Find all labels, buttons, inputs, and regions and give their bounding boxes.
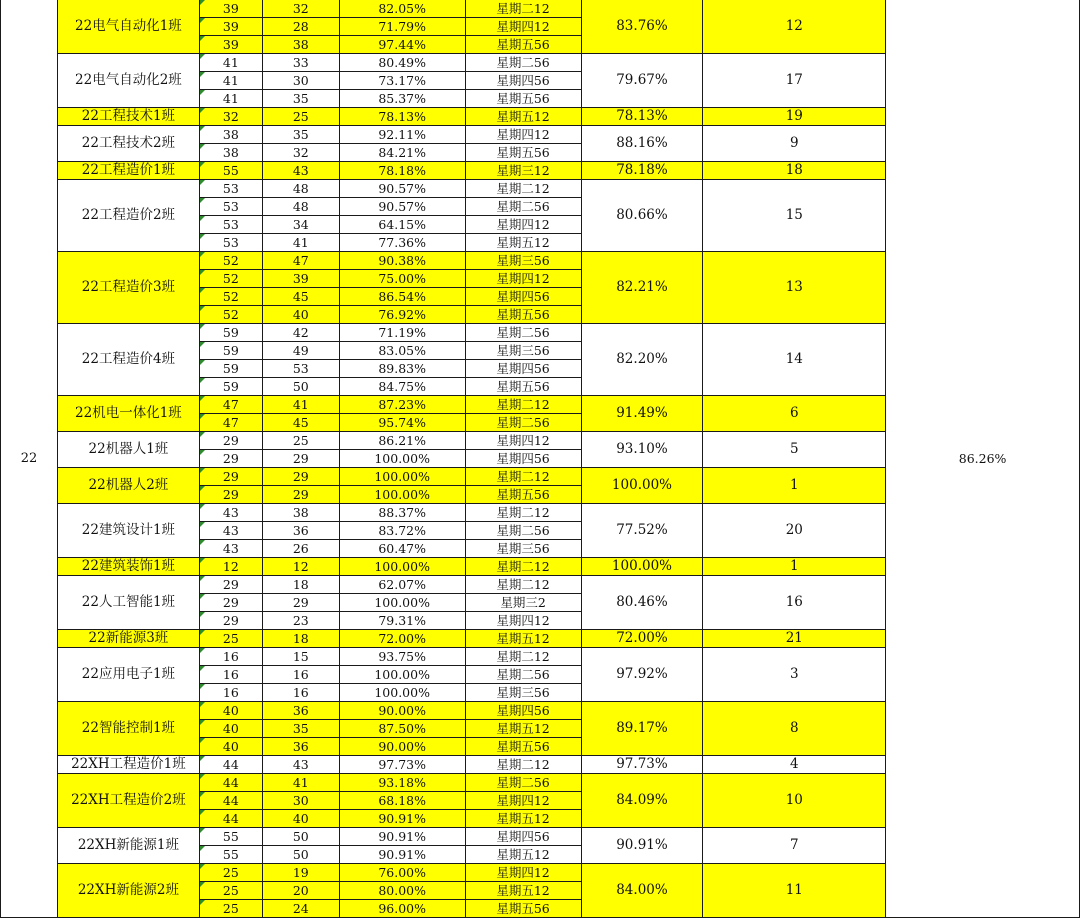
present-cell[interactable]: 39: [262, 270, 339, 288]
enrolled-cell[interactable]: 40: [199, 738, 262, 756]
attendance-rate-cell[interactable]: 62.07%: [339, 576, 465, 594]
attendance-rate-cell[interactable]: 97.44%: [339, 36, 465, 54]
attendance-rate-cell[interactable]: 85.37%: [339, 90, 465, 108]
attendance-rate-cell[interactable]: 76.00%: [339, 864, 465, 882]
class-name-cell[interactable]: 22XH工程造价1班: [57, 756, 199, 774]
table-row: [1, 0, 1080, 18]
present-cell[interactable]: 49: [262, 342, 339, 360]
weekday-period-cell[interactable]: 星期四56: [465, 360, 581, 378]
weekday-period-cell[interactable]: 星期二56: [465, 198, 581, 216]
enrolled-cell[interactable]: 53: [199, 234, 262, 252]
enrolled-cell[interactable]: 44: [199, 756, 262, 774]
enrolled-cell[interactable]: 59: [199, 342, 262, 360]
sheet-body: [1, 0, 1080, 918]
enrolled-cell[interactable]: 29: [199, 486, 262, 504]
class-rank-cell[interactable]: 13: [703, 252, 886, 324]
attendance-rate-cell[interactable]: 83.72%: [339, 522, 465, 540]
attendance-rate-cell[interactable]: 90.91%: [339, 810, 465, 828]
present-cell[interactable]: 30: [262, 72, 339, 90]
present-cell[interactable]: 45: [262, 414, 339, 432]
enrolled-cell[interactable]: 25: [199, 900, 262, 918]
enrolled-cell[interactable]: 52: [199, 270, 262, 288]
class-rank-cell[interactable]: 16: [703, 576, 886, 630]
attendance-rate-cell[interactable]: 84.21%: [339, 144, 465, 162]
present-cell[interactable]: 19: [262, 864, 339, 882]
class-rank-cell[interactable]: 5: [703, 432, 886, 468]
present-cell[interactable]: 34: [262, 216, 339, 234]
weekday-period-cell[interactable]: 星期四56: [465, 702, 581, 720]
attendance-rate-cell[interactable]: 90.00%: [339, 738, 465, 756]
enrolled-cell[interactable]: 25: [199, 864, 262, 882]
weekday-period-cell[interactable]: 星期二12: [465, 558, 581, 576]
present-cell[interactable]: 41: [262, 234, 339, 252]
attendance-rate-cell[interactable]: 100.00%: [339, 486, 465, 504]
class-rank-cell[interactable]: 15: [703, 180, 886, 252]
present-cell[interactable]: 29: [262, 594, 339, 612]
weekday-period-cell[interactable]: 星期四12: [465, 126, 581, 144]
class-rank-cell[interactable]: 3: [703, 648, 886, 702]
attendance-rate-cell[interactable]: 100.00%: [339, 666, 465, 684]
present-cell[interactable]: 40: [262, 810, 339, 828]
attendance-rate-cell[interactable]: 80.49%: [339, 54, 465, 72]
enrolled-cell[interactable]: 29: [199, 432, 262, 450]
weekday-period-cell[interactable]: 星期五56: [465, 306, 581, 324]
class-rank-cell[interactable]: 11: [703, 864, 886, 918]
enrolled-cell[interactable]: 41: [199, 90, 262, 108]
attendance-rate-cell[interactable]: 93.75%: [339, 648, 465, 666]
enrolled-cell[interactable]: 53: [199, 216, 262, 234]
enrolled-cell[interactable]: 29: [199, 612, 262, 630]
weekday-period-cell[interactable]: 星期二56: [465, 774, 581, 792]
present-cell[interactable]: 48: [262, 180, 339, 198]
present-cell[interactable]: 16: [262, 684, 339, 702]
weekday-period-cell[interactable]: 星期三56: [465, 540, 581, 558]
enrolled-cell[interactable]: 32: [199, 108, 262, 126]
enrolled-cell[interactable]: 38: [199, 144, 262, 162]
class-rate-cell[interactable]: 100.00%: [581, 468, 703, 504]
weekday-period-cell[interactable]: 星期五56: [465, 144, 581, 162]
present-cell[interactable]: 36: [262, 702, 339, 720]
weekday-period-cell[interactable]: 星期二56: [465, 54, 581, 72]
present-cell[interactable]: 18: [262, 576, 339, 594]
class-rank-cell[interactable]: 1: [703, 468, 886, 504]
class-name-cell[interactable]: 22工程造价3班: [57, 252, 199, 324]
class-name-cell[interactable]: 22XH新能源2班: [57, 864, 199, 918]
attendance-rate-cell[interactable]: 90.91%: [339, 846, 465, 864]
weekday-period-cell[interactable]: 星期五56: [465, 900, 581, 918]
class-name-cell[interactable]: 22工程造价2班: [57, 180, 199, 252]
enrolled-cell[interactable]: 52: [199, 288, 262, 306]
present-cell[interactable]: 16: [262, 666, 339, 684]
present-cell[interactable]: 25: [262, 108, 339, 126]
class-rate-cell[interactable]: 80.46%: [581, 576, 703, 630]
attendance-rate-cell[interactable]: 68.18%: [339, 792, 465, 810]
present-cell[interactable]: 20: [262, 882, 339, 900]
attendance-rate-cell[interactable]: 60.47%: [339, 540, 465, 558]
present-cell[interactable]: 50: [262, 846, 339, 864]
class-rate-cell[interactable]: 84.09%: [581, 774, 703, 828]
enrolled-cell[interactable]: 43: [199, 540, 262, 558]
class-name-cell[interactable]: 22工程技术2班: [57, 126, 199, 162]
weekday-period-cell[interactable]: 星期三56: [465, 684, 581, 702]
attendance-rate-cell[interactable]: 86.21%: [339, 432, 465, 450]
attendance-rate-cell[interactable]: 100.00%: [339, 468, 465, 486]
present-cell[interactable]: 25: [262, 432, 339, 450]
enrolled-cell[interactable]: 29: [199, 576, 262, 594]
enrolled-cell[interactable]: 59: [199, 360, 262, 378]
present-cell[interactable]: 32: [262, 144, 339, 162]
class-name-cell[interactable]: 22人工智能1班: [57, 576, 199, 630]
enrolled-cell[interactable]: 25: [199, 630, 262, 648]
enrolled-cell[interactable]: 39: [199, 18, 262, 36]
weekday-period-cell[interactable]: 星期二12: [465, 180, 581, 198]
present-cell[interactable]: 29: [262, 486, 339, 504]
weekday-period-cell[interactable]: 星期五12: [465, 882, 581, 900]
enrolled-cell[interactable]: 43: [199, 504, 262, 522]
present-cell[interactable]: 24: [262, 900, 339, 918]
class-name-cell[interactable]: 22建筑装饰1班: [57, 558, 199, 576]
class-rate-cell[interactable]: 97.92%: [581, 648, 703, 702]
class-rate-cell[interactable]: 89.17%: [581, 702, 703, 756]
weekday-period-cell[interactable]: 星期五12: [465, 630, 581, 648]
attendance-rate-cell[interactable]: 89.83%: [339, 360, 465, 378]
weekday-period-cell[interactable]: 星期二56: [465, 414, 581, 432]
class-rate-cell[interactable]: 88.16%: [581, 126, 703, 162]
present-cell[interactable]: 38: [262, 504, 339, 522]
attendance-rate-cell[interactable]: 71.79%: [339, 18, 465, 36]
present-cell[interactable]: 29: [262, 468, 339, 486]
weekday-period-cell[interactable]: 星期二12: [465, 648, 581, 666]
weekday-period-cell[interactable]: 星期四12: [465, 864, 581, 882]
attendance-rate-cell[interactable]: 86.54%: [339, 288, 465, 306]
weekday-period-cell[interactable]: 星期四12: [465, 612, 581, 630]
class-name-cell[interactable]: 22应用电子1班: [57, 648, 199, 702]
class-name-cell[interactable]: 22建筑设计1班: [57, 504, 199, 558]
present-cell[interactable]: 41: [262, 774, 339, 792]
present-cell[interactable]: 12: [262, 558, 339, 576]
weekday-period-cell[interactable]: 星期二56: [465, 324, 581, 342]
attendance-rate-cell[interactable]: 88.37%: [339, 504, 465, 522]
attendance-rate-cell[interactable]: 71.19%: [339, 324, 465, 342]
present-cell[interactable]: 45: [262, 288, 339, 306]
attendance-rate-cell[interactable]: 84.75%: [339, 378, 465, 396]
present-cell[interactable]: 47: [262, 252, 339, 270]
weekday-period-cell[interactable]: 星期四12: [465, 18, 581, 36]
class-rank-cell[interactable]: 1: [703, 558, 886, 576]
class-rank-cell[interactable]: 20: [703, 504, 886, 558]
attendance-rate-cell[interactable]: 90.57%: [339, 198, 465, 216]
attendance-rate-cell[interactable]: 93.18%: [339, 774, 465, 792]
attendance-rate-cell[interactable]: 87.50%: [339, 720, 465, 738]
class-rank-cell[interactable]: 12: [703, 0, 886, 54]
enrolled-cell[interactable]: 53: [199, 198, 262, 216]
weekday-period-cell[interactable]: 星期二12: [465, 504, 581, 522]
class-rank-cell[interactable]: 4: [703, 756, 886, 774]
enrolled-cell[interactable]: 53: [199, 180, 262, 198]
enrolled-cell[interactable]: 41: [199, 72, 262, 90]
weekday-period-cell[interactable]: 星期四56: [465, 450, 581, 468]
class-rate-cell[interactable]: 82.20%: [581, 324, 703, 396]
attendance-rate-cell[interactable]: 90.00%: [339, 702, 465, 720]
class-rank-cell[interactable]: 6: [703, 396, 886, 432]
enrolled-cell[interactable]: 29: [199, 468, 262, 486]
present-cell[interactable]: 30: [262, 792, 339, 810]
class-name-cell[interactable]: 22新能源3班: [57, 630, 199, 648]
weekday-period-cell[interactable]: 星期五56: [465, 36, 581, 54]
enrolled-cell[interactable]: 40: [199, 720, 262, 738]
enrolled-cell[interactable]: 16: [199, 666, 262, 684]
class-name-cell[interactable]: 22电气自动化1班: [57, 0, 199, 54]
present-cell[interactable]: 32: [262, 0, 339, 18]
enrolled-cell[interactable]: 16: [199, 648, 262, 666]
overall-rate-cell[interactable]: 86.26%: [886, 0, 1080, 918]
class-rate-cell[interactable]: 82.21%: [581, 252, 703, 324]
class-rank-cell[interactable]: 21: [703, 630, 886, 648]
attendance-rate-cell[interactable]: 100.00%: [339, 450, 465, 468]
attendance-rate-cell[interactable]: 100.00%: [339, 594, 465, 612]
enrolled-cell[interactable]: 12: [199, 558, 262, 576]
class-name-cell[interactable]: 22工程造价4班: [57, 324, 199, 396]
class-rank-cell[interactable]: 7: [703, 828, 886, 864]
attendance-rate-cell[interactable]: 79.31%: [339, 612, 465, 630]
attendance-rate-cell[interactable]: 75.00%: [339, 270, 465, 288]
class-rank-cell[interactable]: 14: [703, 324, 886, 396]
attendance-rate-cell[interactable]: 72.00%: [339, 630, 465, 648]
weekday-period-cell[interactable]: 星期四12: [465, 216, 581, 234]
enrolled-cell[interactable]: 47: [199, 414, 262, 432]
class-rate-cell[interactable]: 80.66%: [581, 180, 703, 252]
class-name-cell[interactable]: 22智能控制1班: [57, 702, 199, 756]
weekday-period-cell[interactable]: 星期二12: [465, 756, 581, 774]
present-cell[interactable]: 36: [262, 522, 339, 540]
class-name-cell[interactable]: 22工程技术1班: [57, 108, 199, 126]
weekday-period-cell[interactable]: 星期五12: [465, 720, 581, 738]
attendance-rate-cell[interactable]: 87.23%: [339, 396, 465, 414]
class-name-cell[interactable]: 22机器人1班: [57, 432, 199, 468]
weekday-period-cell[interactable]: 星期五12: [465, 846, 581, 864]
class-rank-cell[interactable]: 19: [703, 108, 886, 126]
present-cell[interactable]: 26: [262, 540, 339, 558]
class-name-cell[interactable]: 22XH新能源1班: [57, 828, 199, 864]
enrolled-cell[interactable]: 39: [199, 36, 262, 54]
present-cell[interactable]: 18: [262, 630, 339, 648]
enrolled-cell[interactable]: 52: [199, 252, 262, 270]
present-cell[interactable]: 40: [262, 306, 339, 324]
present-cell[interactable]: 15: [262, 648, 339, 666]
weekday-period-cell[interactable]: 星期五56: [465, 90, 581, 108]
class-rate-cell[interactable]: 78.13%: [581, 108, 703, 126]
present-cell[interactable]: 35: [262, 90, 339, 108]
enrolled-cell[interactable]: 38: [199, 126, 262, 144]
enrolled-cell[interactable]: 16: [199, 684, 262, 702]
weekday-period-cell[interactable]: 星期五12: [465, 108, 581, 126]
present-cell[interactable]: 36: [262, 738, 339, 756]
weekday-period-cell[interactable]: 星期二12: [465, 468, 581, 486]
enrolled-cell[interactable]: 44: [199, 792, 262, 810]
weekday-period-cell[interactable]: 星期四56: [465, 72, 581, 90]
class-rate-cell[interactable]: 97.73%: [581, 756, 703, 774]
class-name-cell[interactable]: 22机器人2班: [57, 468, 199, 504]
weekday-period-cell[interactable]: 星期二12: [465, 576, 581, 594]
present-cell[interactable]: 41: [262, 396, 339, 414]
enrolled-cell[interactable]: 55: [199, 846, 262, 864]
enrolled-cell[interactable]: 52: [199, 306, 262, 324]
attendance-rate-cell[interactable]: 92.11%: [339, 126, 465, 144]
present-cell[interactable]: 35: [262, 720, 339, 738]
class-name-cell[interactable]: 22机电一体化1班: [57, 396, 199, 432]
class-name-cell[interactable]: 22电气自动化2班: [57, 54, 199, 108]
enrolled-cell[interactable]: 29: [199, 594, 262, 612]
attendance-rate-cell[interactable]: 64.15%: [339, 216, 465, 234]
present-cell[interactable]: 50: [262, 828, 339, 846]
enrolled-cell[interactable]: 25: [199, 882, 262, 900]
attendance-rate-cell[interactable]: 73.17%: [339, 72, 465, 90]
class-name-cell[interactable]: 22XH工程造价2班: [57, 774, 199, 828]
attendance-rate-cell[interactable]: 90.91%: [339, 828, 465, 846]
attendance-rate-cell[interactable]: 90.57%: [339, 180, 465, 198]
present-cell[interactable]: 28: [262, 18, 339, 36]
enrolled-cell[interactable]: 55: [199, 162, 262, 180]
weekday-period-cell[interactable]: 星期二56: [465, 522, 581, 540]
enrolled-cell[interactable]: 55: [199, 828, 262, 846]
class-rank-cell[interactable]: 9: [703, 126, 886, 162]
weekday-period-cell[interactable]: 星期五56: [465, 738, 581, 756]
weekday-period-cell[interactable]: 星期四12: [465, 432, 581, 450]
enrolled-cell[interactable]: 59: [199, 378, 262, 396]
class-rate-cell[interactable]: 93.10%: [581, 432, 703, 468]
class-rate-cell[interactable]: 91.49%: [581, 396, 703, 432]
weekday-period-cell[interactable]: 星期二12: [465, 0, 581, 18]
attendance-rate-cell[interactable]: 96.00%: [339, 900, 465, 918]
class-rank-cell[interactable]: 18: [703, 162, 886, 180]
attendance-rate-cell[interactable]: 80.00%: [339, 882, 465, 900]
grade-cell[interactable]: 22: [1, 0, 58, 918]
present-cell[interactable]: 43: [262, 162, 339, 180]
present-cell[interactable]: 23: [262, 612, 339, 630]
attendance-rate-cell[interactable]: 77.36%: [339, 234, 465, 252]
enrolled-cell[interactable]: 29: [199, 450, 262, 468]
attendance-rate-cell[interactable]: 82.05%: [339, 0, 465, 18]
enrolled-cell[interactable]: 41: [199, 54, 262, 72]
weekday-period-cell[interactable]: 星期五12: [465, 810, 581, 828]
weekday-period-cell[interactable]: 星期四12: [465, 270, 581, 288]
class-rank-cell[interactable]: 17: [703, 54, 886, 108]
attendance-rate-cell[interactable]: 83.05%: [339, 342, 465, 360]
weekday-period-cell[interactable]: 星期五56: [465, 378, 581, 396]
present-cell[interactable]: 53: [262, 360, 339, 378]
present-cell[interactable]: 50: [262, 378, 339, 396]
attendance-rate-cell[interactable]: 78.13%: [339, 108, 465, 126]
enrolled-cell[interactable]: 43: [199, 522, 262, 540]
class-rate-cell[interactable]: 79.67%: [581, 54, 703, 108]
class-rank-cell[interactable]: 10: [703, 774, 886, 828]
weekday-period-cell[interactable]: 星期四12: [465, 792, 581, 810]
attendance-rate-cell[interactable]: 90.38%: [339, 252, 465, 270]
weekday-period-cell[interactable]: 星期五56: [465, 486, 581, 504]
class-rate-cell[interactable]: 84.00%: [581, 864, 703, 918]
class-rank-cell[interactable]: 8: [703, 702, 886, 756]
weekday-period-cell[interactable]: 星期四56: [465, 828, 581, 846]
present-cell[interactable]: 42: [262, 324, 339, 342]
class-rate-cell[interactable]: 78.18%: [581, 162, 703, 180]
attendance-rate-cell[interactable]: 100.00%: [339, 684, 465, 702]
present-cell[interactable]: 38: [262, 36, 339, 54]
enrolled-cell[interactable]: 44: [199, 810, 262, 828]
present-cell[interactable]: 43: [262, 756, 339, 774]
class-rate-cell[interactable]: 77.52%: [581, 504, 703, 558]
enrolled-cell[interactable]: 59: [199, 324, 262, 342]
weekday-period-cell[interactable]: 星期三56: [465, 342, 581, 360]
enrolled-cell[interactable]: 44: [199, 774, 262, 792]
present-cell[interactable]: 33: [262, 54, 339, 72]
present-cell[interactable]: 29: [262, 450, 339, 468]
class-rate-cell[interactable]: 100.00%: [581, 558, 703, 576]
present-cell[interactable]: 48: [262, 198, 339, 216]
weekday-period-cell[interactable]: 星期三2: [465, 594, 581, 612]
attendance-rate-cell[interactable]: 78.18%: [339, 162, 465, 180]
class-rate-cell[interactable]: 72.00%: [581, 630, 703, 648]
present-cell[interactable]: 35: [262, 126, 339, 144]
weekday-period-cell[interactable]: 星期三12: [465, 162, 581, 180]
attendance-rate-cell[interactable]: 95.74%: [339, 414, 465, 432]
weekday-period-cell[interactable]: 星期四56: [465, 288, 581, 306]
class-rate-cell[interactable]: 90.91%: [581, 828, 703, 864]
weekday-period-cell[interactable]: 星期二12: [465, 396, 581, 414]
attendance-rate-cell[interactable]: 76.92%: [339, 306, 465, 324]
class-rate-cell[interactable]: 83.76%: [581, 0, 703, 54]
weekday-period-cell[interactable]: 星期三56: [465, 252, 581, 270]
enrolled-cell[interactable]: 47: [199, 396, 262, 414]
weekday-period-cell[interactable]: 星期二56: [465, 666, 581, 684]
attendance-rate-cell[interactable]: 97.73%: [339, 756, 465, 774]
enrolled-cell[interactable]: 39: [199, 0, 262, 18]
enrolled-cell[interactable]: 40: [199, 702, 262, 720]
attendance-rate-cell[interactable]: 100.00%: [339, 558, 465, 576]
class-name-cell[interactable]: 22工程造价1班: [57, 162, 199, 180]
weekday-period-cell[interactable]: 星期五12: [465, 234, 581, 252]
